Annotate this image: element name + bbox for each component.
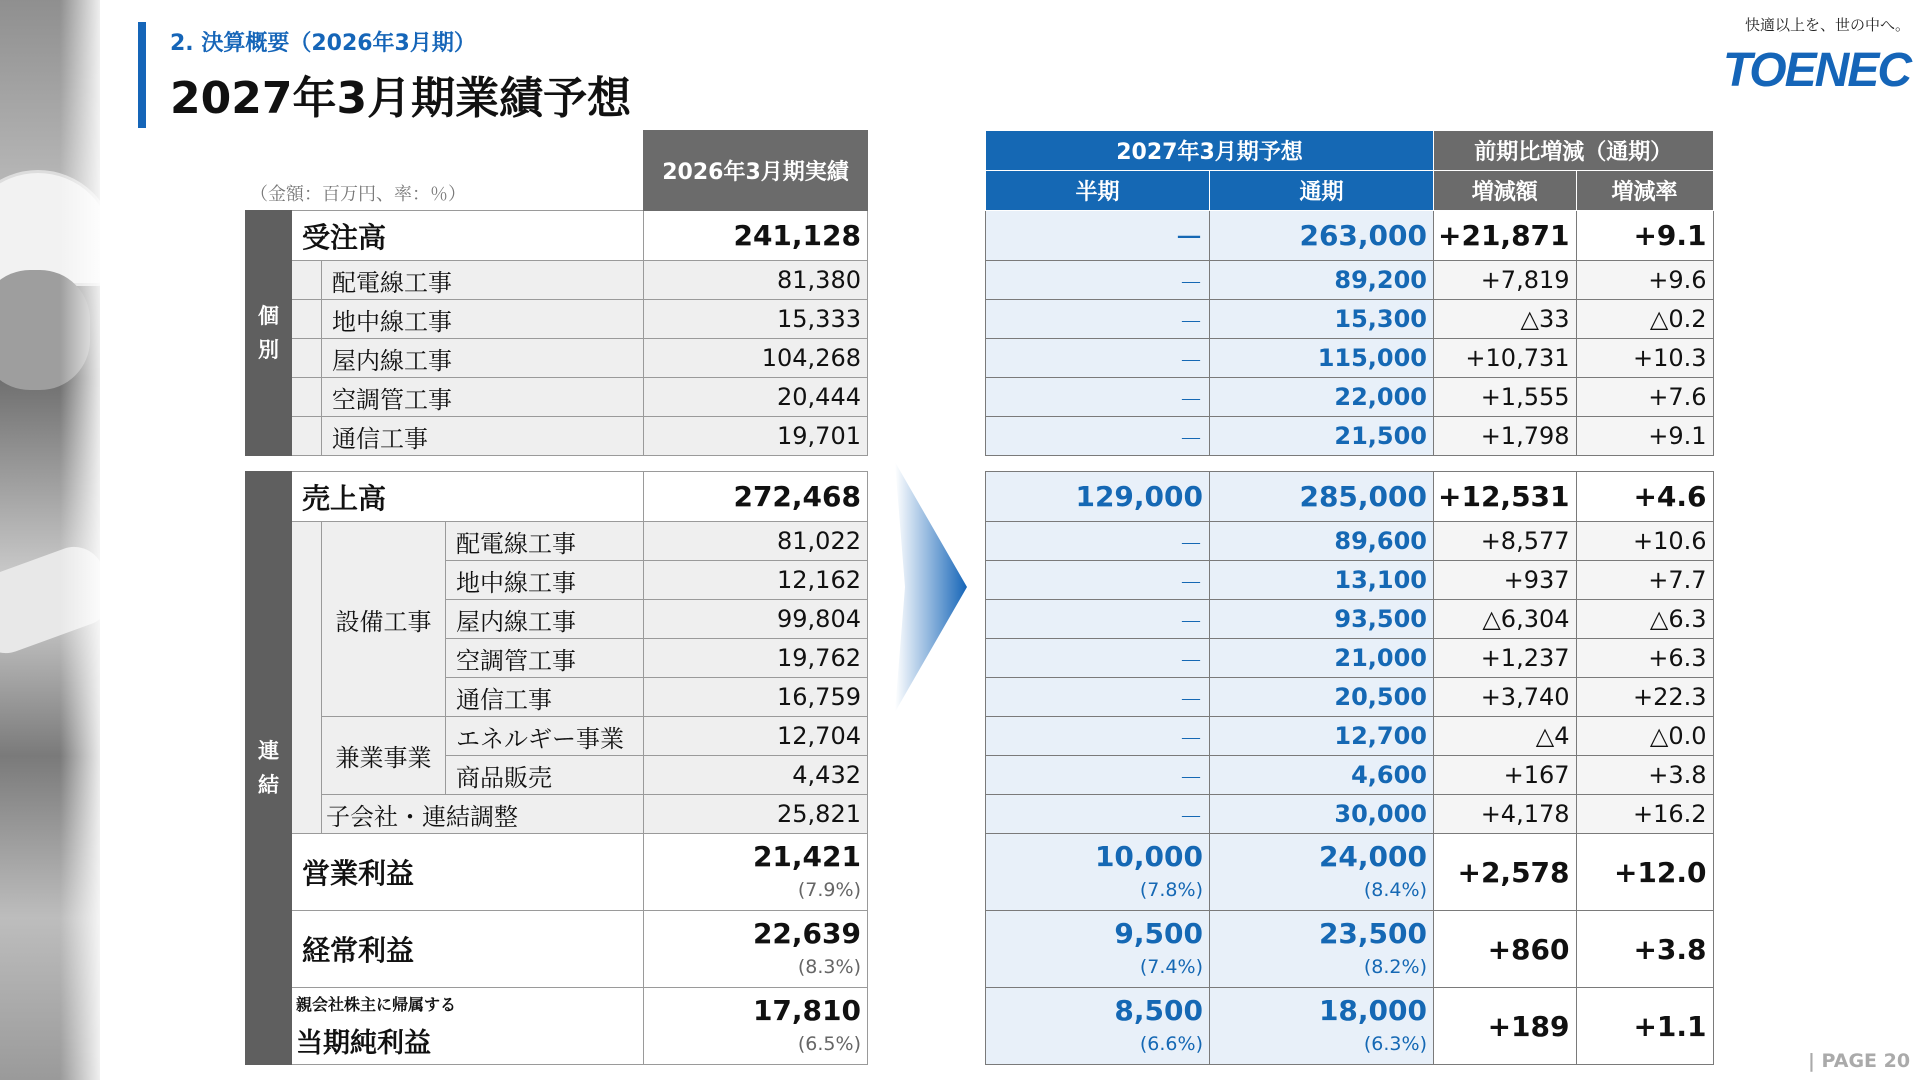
ind-rate: +10.3 (1576, 339, 1713, 378)
subsidiary-rate: +16.2 (1576, 795, 1713, 834)
forecast-table (985, 130, 1714, 1065)
orders-label: 受注高 (292, 211, 644, 261)
ind-row-label: 配電線工事 (322, 261, 644, 300)
ind-full: 89,200 (1210, 261, 1434, 300)
con-row-actual: 12,162 (644, 561, 868, 600)
logo-tagline: 快適以上を、世の中へ。 (1744, 16, 1910, 34)
subsidiary-label: 子会社・連結調整 (322, 795, 644, 834)
net-full: 18,000 (1318, 994, 1427, 1027)
group-side-business: 兼業事業 (322, 717, 446, 795)
net-label: 当期純利益 (296, 1028, 431, 1059)
net-actual: 17,810 (752, 994, 861, 1027)
con-row-label: 空調管工事 (446, 639, 644, 678)
con-half: － (986, 756, 1210, 795)
net-half-cell (986, 988, 1210, 1065)
operating-full-cell (1210, 834, 1434, 911)
operating-actual-cell (644, 834, 868, 911)
con-diff: +1,237 (1434, 639, 1577, 678)
ind-row-actual: 81,380 (644, 261, 868, 300)
ordinary-full-pct: (8.2%) (1363, 956, 1427, 978)
con-rate: △0.0 (1576, 717, 1713, 756)
ind-rate: +9.6 (1576, 261, 1713, 300)
con-half: － (986, 600, 1210, 639)
subsidiary-full: 30,000 (1210, 795, 1434, 834)
page-title: 2027年3月期業績予想 (170, 73, 632, 124)
con-diff: △4 (1434, 717, 1577, 756)
sales-diff: +12,531 (1434, 472, 1577, 522)
net-full-pct: (6.3%) (1363, 1033, 1427, 1055)
ind-diff: +1,798 (1434, 417, 1577, 456)
con-diff: +8,577 (1434, 522, 1577, 561)
operating-rate: +12.0 (1576, 834, 1713, 911)
orders-rate: +9.1 (1576, 211, 1713, 261)
side-label-individual: 個 別 (246, 211, 292, 456)
con-full: 13,100 (1210, 561, 1434, 600)
con-full: 4,600 (1210, 756, 1434, 795)
change-header: 前期比増減（通期） (1434, 131, 1714, 171)
ind-half: － (986, 300, 1210, 339)
ordinary-full: 23,500 (1318, 917, 1427, 950)
orders-full: 263,000 (1210, 211, 1434, 261)
con-row-label: 地中線工事 (446, 561, 644, 600)
con-diff: +167 (1434, 756, 1577, 795)
net-full-cell (1210, 988, 1434, 1065)
operating-label: 営業利益 (292, 834, 644, 911)
ordinary-rate: +3.8 (1576, 911, 1713, 988)
con-row-actual: 16,759 (644, 678, 868, 717)
net-label-cell (292, 988, 644, 1065)
con-half: － (986, 678, 1210, 717)
con-full: 20,500 (1210, 678, 1434, 717)
ind-row-actual: 15,333 (644, 300, 868, 339)
net-half: 8,500 (1114, 994, 1203, 1027)
net-diff: +189 (1434, 988, 1577, 1065)
ordinary-half-pct: (7.4%) (1139, 956, 1203, 978)
con-rate: +6.3 (1576, 639, 1713, 678)
forecast-header: 2027年3月期予想 (986, 131, 1434, 171)
full-header: 通期 (1210, 171, 1434, 211)
half-header: 半期 (986, 171, 1210, 211)
ordinary-label: 経常利益 (292, 911, 644, 988)
con-rate: △6.3 (1576, 600, 1713, 639)
ind-full: 21,500 (1210, 417, 1434, 456)
con-diff: +937 (1434, 561, 1577, 600)
ind-rate: △0.2 (1576, 300, 1713, 339)
net-rate: +1.1 (1576, 988, 1713, 1065)
actual-header: 2026年3月期実績 (644, 131, 868, 211)
operating-full-pct: (8.4%) (1363, 879, 1427, 901)
logo-wordmark: TOENEC (1722, 44, 1910, 97)
con-half: － (986, 717, 1210, 756)
ind-row-label: 屋内線工事 (322, 339, 644, 378)
con-row-label: 商品販売 (446, 756, 644, 795)
con-diff: +3,740 (1434, 678, 1577, 717)
net-label-small: 親会社株主に帰属する (296, 995, 457, 1014)
actual-results-table (245, 130, 868, 1065)
section-subtitle: 2. 決算概要（2026年3月期） (170, 31, 476, 56)
ind-full: 115,000 (1210, 339, 1434, 378)
con-row-label: 通信工事 (446, 678, 644, 717)
amount-header: 増減額 (1434, 171, 1577, 211)
background-photo (0, 0, 100, 1080)
ind-half: － (986, 339, 1210, 378)
con-rate: +7.7 (1576, 561, 1713, 600)
operating-full: 24,000 (1318, 840, 1427, 873)
ind-row-label: 空調管工事 (322, 378, 644, 417)
ind-row-label: 地中線工事 (322, 300, 644, 339)
page-number: | PAGE 20 (1808, 1050, 1911, 1072)
con-row-label: 屋内線工事 (446, 600, 644, 639)
con-full: 12,700 (1210, 717, 1434, 756)
ordinary-actual: 22,639 (752, 917, 861, 950)
ind-rate: +7.6 (1576, 378, 1713, 417)
net-half-pct: (6.6%) (1139, 1033, 1203, 1055)
sales-actual: 272,468 (644, 472, 868, 522)
ind-row-actual: 104,268 (644, 339, 868, 378)
orders-diff: +21,871 (1434, 211, 1577, 261)
orders-half: － (986, 211, 1210, 261)
ind-row-label: 通信工事 (322, 417, 644, 456)
subsidiary-actual: 25,821 (644, 795, 868, 834)
subsidiary-diff: +4,178 (1434, 795, 1577, 834)
con-rate: +22.3 (1576, 678, 1713, 717)
con-half: － (986, 522, 1210, 561)
con-full: 89,600 (1210, 522, 1434, 561)
ordinary-diff: +860 (1434, 911, 1577, 988)
forecast-arrow-icon (895, 462, 967, 712)
sales-half: 129,000 (986, 472, 1210, 522)
photo-fade (60, 0, 100, 1080)
operating-diff: +2,578 (1434, 834, 1577, 911)
con-row-actual: 19,762 (644, 639, 868, 678)
orders-actual: 241,128 (644, 211, 868, 261)
ind-diff: +1,555 (1434, 378, 1577, 417)
side-label-consolidated: 連 結 (246, 472, 292, 1065)
group-equipment: 設備工事 (322, 522, 446, 717)
ind-diff: +7,819 (1434, 261, 1577, 300)
subsidiary-half: － (986, 795, 1210, 834)
ind-half: － (986, 378, 1210, 417)
con-full: 21,000 (1210, 639, 1434, 678)
operating-half-pct: (7.8%) (1139, 879, 1203, 901)
operating-half: 10,000 (1094, 840, 1203, 873)
unit-note: （金額：百万円、率：％） (250, 184, 466, 205)
con-full: 93,500 (1210, 600, 1434, 639)
ind-diff: +10,731 (1434, 339, 1577, 378)
ordinary-half: 9,500 (1114, 917, 1203, 950)
ind-full: 22,000 (1210, 378, 1434, 417)
operating-half-cell (986, 834, 1210, 911)
ind-half: － (986, 417, 1210, 456)
ind-row-actual: 19,701 (644, 417, 868, 456)
rate-header: 増減率 (1576, 171, 1713, 211)
title-accent-bar (138, 22, 146, 128)
operating-actual: 21,421 (752, 840, 861, 873)
con-row-actual: 4,432 (644, 756, 868, 795)
ind-full: 15,300 (1210, 300, 1434, 339)
ordinary-actual-pct: (8.3%) (797, 956, 861, 978)
sales-full: 285,000 (1210, 472, 1434, 522)
con-diff: △6,304 (1434, 600, 1577, 639)
con-row-label: 配電線工事 (446, 522, 644, 561)
con-row-actual: 99,804 (644, 600, 868, 639)
con-row-actual: 12,704 (644, 717, 868, 756)
ordinary-actual-cell (644, 911, 868, 988)
sales-rate: +4.6 (1576, 472, 1713, 522)
company-logo (1720, 14, 1910, 124)
ind-diff: △33 (1434, 300, 1577, 339)
net-actual-cell (644, 988, 868, 1065)
con-half: － (986, 561, 1210, 600)
con-row-label: エネルギー事業 (446, 717, 644, 756)
ordinary-full-cell (1210, 911, 1434, 988)
net-actual-pct: (6.5%) (797, 1033, 861, 1055)
ind-row-actual: 20,444 (644, 378, 868, 417)
operating-actual-pct: (7.9%) (797, 879, 861, 901)
con-half: － (986, 639, 1210, 678)
sales-label: 売上高 (292, 472, 644, 522)
con-rate: +10.6 (1576, 522, 1713, 561)
ordinary-half-cell (986, 911, 1210, 988)
ind-rate: +9.1 (1576, 417, 1713, 456)
con-row-actual: 81,022 (644, 522, 868, 561)
con-rate: +3.8 (1576, 756, 1713, 795)
ind-half: － (986, 261, 1210, 300)
